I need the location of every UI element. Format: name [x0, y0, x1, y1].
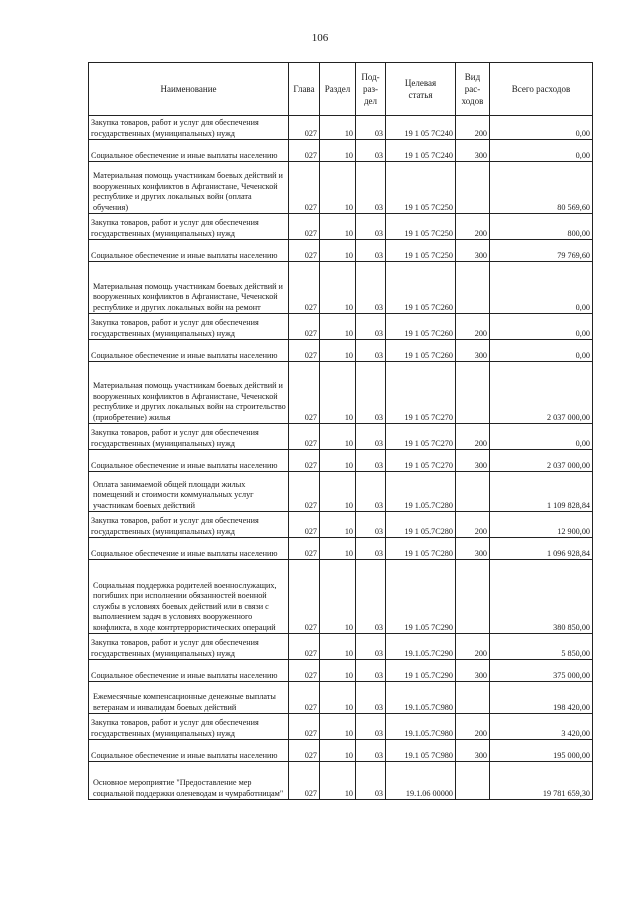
row-chapter: 027: [289, 362, 320, 424]
row-expense-type: 200: [456, 634, 490, 660]
row-chapter: 027: [289, 424, 320, 450]
row-name: Социальное обеспечение и иные выплаты населению: [89, 340, 289, 362]
table-row: [89, 538, 593, 560]
table-row: [89, 660, 593, 682]
row-section: 10: [320, 512, 356, 538]
row-chapter: 027: [289, 682, 320, 714]
row-section: 10: [320, 714, 356, 740]
row-name: Материальная помощь участникам боевых действий и вооруженных конфликтов в Афганистане, Чеченской республике и других локальных войн (оплата обучения): [89, 162, 289, 214]
row-expense-type: 200: [456, 314, 490, 340]
row-subsection: 03: [356, 424, 386, 450]
row-section: 10: [320, 214, 356, 240]
row-expense-type: [456, 560, 490, 634]
row-subsection: 03: [356, 560, 386, 634]
row-chapter: 027: [289, 116, 320, 140]
row-total: 2 037 000,00: [490, 362, 593, 424]
row-total: 0,00: [490, 116, 593, 140]
row-total: 3 420,00: [490, 714, 593, 740]
row-chapter: 027: [289, 262, 320, 314]
row-subsection: 03: [356, 314, 386, 340]
header-total: Всего расходов: [490, 63, 593, 116]
row-subsection: 03: [356, 240, 386, 262]
row-total: 79 769,60: [490, 240, 593, 262]
header-chapter: Глава: [289, 63, 320, 116]
row-target-article: 19 1 05 7С280: [386, 538, 456, 560]
table-row: [89, 450, 593, 472]
table-row: [89, 634, 593, 660]
table-row: [89, 424, 593, 450]
row-subsection: 03: [356, 714, 386, 740]
row-section: 10: [320, 140, 356, 162]
row-section: 10: [320, 450, 356, 472]
table-row: [89, 560, 593, 634]
table-row: [89, 240, 593, 262]
header-target: Целевая статья: [386, 63, 456, 116]
row-chapter: 027: [289, 340, 320, 362]
budget-table: [88, 62, 593, 800]
row-total: 375 000,00: [490, 660, 593, 682]
row-section: 10: [320, 472, 356, 512]
row-expense-type: 300: [456, 660, 490, 682]
row-chapter: 027: [289, 660, 320, 682]
row-section: 10: [320, 240, 356, 262]
row-chapter: 027: [289, 472, 320, 512]
table-row: [89, 116, 593, 140]
row-total: 0,00: [490, 314, 593, 340]
row-chapter: 027: [289, 512, 320, 538]
row-total: 195 000,00: [490, 740, 593, 762]
row-subsection: 03: [356, 740, 386, 762]
row-expense-type: 300: [456, 240, 490, 262]
row-chapter: 027: [289, 714, 320, 740]
row-name: Закупка товаров, работ и услуг для обеспечения государственных (муниципальных) нужд: [89, 314, 289, 340]
row-subsection: 03: [356, 538, 386, 560]
table-row: [89, 472, 593, 512]
row-name: Закупка товаров, работ и услуг для обеспечения государственных (муниципальных) нужд: [89, 214, 289, 240]
row-target-article: 19 1 05 7С250: [386, 240, 456, 262]
row-name: Ежемесячные компенсационные денежные выплаты ветеранам и инвалидам боевых действий: [89, 682, 289, 714]
table-row: [89, 340, 593, 362]
row-target-article: 19 1.05 7С290: [386, 560, 456, 634]
row-chapter: 027: [289, 740, 320, 762]
row-section: 10: [320, 634, 356, 660]
row-name: Оплата занимаемой общей площади жилых помещений и стоимости коммунальных услуг участникам боевых действий: [89, 472, 289, 512]
row-expense-type: 200: [456, 214, 490, 240]
row-total: 1 109 828,84: [490, 472, 593, 512]
row-section: 10: [320, 262, 356, 314]
row-name: Закупка товаров, работ и услуг для обеспечения государственных (муниципальных) нужд: [89, 512, 289, 538]
row-target-article: 19 1 05.7С280: [386, 512, 456, 538]
row-total: 800,00: [490, 214, 593, 240]
row-target-article: 19 1 05 7С260: [386, 340, 456, 362]
row-target-article: 19 1 05 7С270: [386, 450, 456, 472]
row-section: 10: [320, 314, 356, 340]
row-target-article: 19 1 05 7С250: [386, 214, 456, 240]
row-total: 380 850,00: [490, 560, 593, 634]
row-chapter: 027: [289, 538, 320, 560]
row-name: Социальное обеспечение и иные выплаты населению: [89, 740, 289, 762]
row-chapter: 027: [289, 762, 320, 800]
table-row: [89, 262, 593, 314]
row-section: 10: [320, 762, 356, 800]
row-total: 0,00: [490, 424, 593, 450]
row-subsection: 03: [356, 472, 386, 512]
row-name: Социальное обеспечение и иные выплаты населению: [89, 140, 289, 162]
row-expense-type: 300: [456, 340, 490, 362]
row-name: Социальное обеспечение и иные выплаты населению: [89, 660, 289, 682]
row-target-article: 19.1 05 7С980: [386, 740, 456, 762]
row-name: Социальное обеспечение и иные выплаты населению: [89, 450, 289, 472]
row-subsection: 03: [356, 762, 386, 800]
row-target-article: 19 1.05.7С280: [386, 472, 456, 512]
row-total: 1 096 928,84: [490, 538, 593, 560]
row-total: 12 900,00: [490, 512, 593, 538]
table-body: [89, 116, 593, 800]
row-chapter: 027: [289, 162, 320, 214]
row-section: 10: [320, 682, 356, 714]
row-name: Закупка товаров, работ и услуг для обеспечения государственных (муниципальных) нужд: [89, 424, 289, 450]
row-subsection: 03: [356, 340, 386, 362]
row-target-article: 19 1 05 7С270: [386, 362, 456, 424]
row-chapter: 027: [289, 214, 320, 240]
row-subsection: 03: [356, 162, 386, 214]
row-chapter: 027: [289, 450, 320, 472]
row-name: Материальная помощь участникам боевых действий и вооруженных конфликтов в Афганистане, Чеченской республике и других локальных войн на ремонт: [89, 262, 289, 314]
row-name: Основное мероприятие "Предоставление мер социальной поддержки оленеводам и чумработницам": [89, 762, 289, 800]
row-name: Закупка товаров, работ и услуг для обеспечения государственных (муниципальных) нужд: [89, 116, 289, 140]
row-chapter: 027: [289, 560, 320, 634]
table-row: [89, 140, 593, 162]
row-subsection: 03: [356, 634, 386, 660]
row-total: 198 420,00: [490, 682, 593, 714]
row-section: 10: [320, 740, 356, 762]
row-expense-type: [456, 162, 490, 214]
row-target-article: 19 1 05 7С270: [386, 424, 456, 450]
table-row: [89, 762, 593, 800]
row-total: 19 781 659,30: [490, 762, 593, 800]
row-name: Социальное обеспечение и иные выплаты населению: [89, 538, 289, 560]
row-expense-type: 200: [456, 714, 490, 740]
row-subsection: 03: [356, 682, 386, 714]
row-chapter: 027: [289, 314, 320, 340]
row-target-article: 19.1.05.7С980: [386, 682, 456, 714]
row-target-article: 19 1 05 7С240: [386, 116, 456, 140]
row-expense-type: [456, 682, 490, 714]
row-section: 10: [320, 162, 356, 214]
row-expense-type: [456, 762, 490, 800]
table-row: [89, 512, 593, 538]
row-subsection: 03: [356, 512, 386, 538]
row-section: 10: [320, 340, 356, 362]
row-section: 10: [320, 362, 356, 424]
row-chapter: 027: [289, 140, 320, 162]
row-expense-type: [456, 262, 490, 314]
row-target-article: 19 1 05.7С290: [386, 660, 456, 682]
table-row: [89, 314, 593, 340]
row-name: Социальное обеспечение и иные выплаты населению: [89, 240, 289, 262]
row-total: 0,00: [490, 140, 593, 162]
row-expense-type: [456, 362, 490, 424]
row-expense-type: 200: [456, 512, 490, 538]
row-total: 0,00: [490, 262, 593, 314]
row-target-article: 19 1 05 7С260: [386, 314, 456, 340]
row-section: 10: [320, 424, 356, 450]
row-target-article: 19 1 05 7С260: [386, 262, 456, 314]
row-expense-type: 300: [456, 140, 490, 162]
row-subsection: 03: [356, 140, 386, 162]
table-row: [89, 362, 593, 424]
row-target-article: 19 1 05 7С240: [386, 140, 456, 162]
row-expense-type: 300: [456, 740, 490, 762]
table-row: [89, 162, 593, 214]
row-subsection: 03: [356, 116, 386, 140]
table-row: [89, 214, 593, 240]
row-section: 10: [320, 660, 356, 682]
row-section: 10: [320, 538, 356, 560]
header-type: Вид рас- ходов: [456, 63, 490, 116]
row-subsection: 03: [356, 660, 386, 682]
row-subsection: 03: [356, 262, 386, 314]
row-name: Социальная поддержка родителей военнослужащих, погибших при исполнении обязанностей военной службы в условиях боевых действий или в связи с выполнением задач в условиях вооруженного конфликта, в ходе контртеррористических операций: [89, 560, 289, 634]
row-total: 2 037 000,00: [490, 450, 593, 472]
page-number: 106: [311, 32, 329, 44]
row-section: 10: [320, 560, 356, 634]
table-row: [89, 714, 593, 740]
header-section: Раздел: [320, 63, 356, 116]
table-header-row: [89, 63, 593, 116]
row-name: Закупка товаров, работ и услуг для обеспечения государственных (муниципальных) нужд: [89, 634, 289, 660]
row-name: Закупка товаров, работ и услуг для обеспечения государственных (муниципальных) нужд: [89, 714, 289, 740]
row-target-article: 19 1 05 7С250: [386, 162, 456, 214]
row-subsection: 03: [356, 450, 386, 472]
row-section: 10: [320, 116, 356, 140]
header-name: Наименование: [89, 63, 289, 116]
row-total: 80 569,60: [490, 162, 593, 214]
row-expense-type: 200: [456, 116, 490, 140]
row-chapter: 027: [289, 240, 320, 262]
row-chapter: 027: [289, 634, 320, 660]
row-expense-type: 300: [456, 450, 490, 472]
row-subsection: 03: [356, 362, 386, 424]
row-target-article: 19.1.05.7С290: [386, 634, 456, 660]
row-total: 0,00: [490, 340, 593, 362]
row-expense-type: [456, 472, 490, 512]
row-subsection: 03: [356, 214, 386, 240]
row-expense-type: 200: [456, 424, 490, 450]
row-name: Материальная помощь участникам боевых действий и вооруженных конфликтов в Афганистане, Чеченской республике и других локальных войн на строительство (приобретение) жилья: [89, 362, 289, 424]
table-row: [89, 682, 593, 714]
row-total: 5 850,00: [490, 634, 593, 660]
table-row: [89, 740, 593, 762]
header-subsection: Под- раз- дел: [356, 63, 386, 116]
row-expense-type: 300: [456, 538, 490, 560]
row-target-article: 19.1.05.7С980: [386, 714, 456, 740]
row-target-article: 19.1.06 00000: [386, 762, 456, 800]
